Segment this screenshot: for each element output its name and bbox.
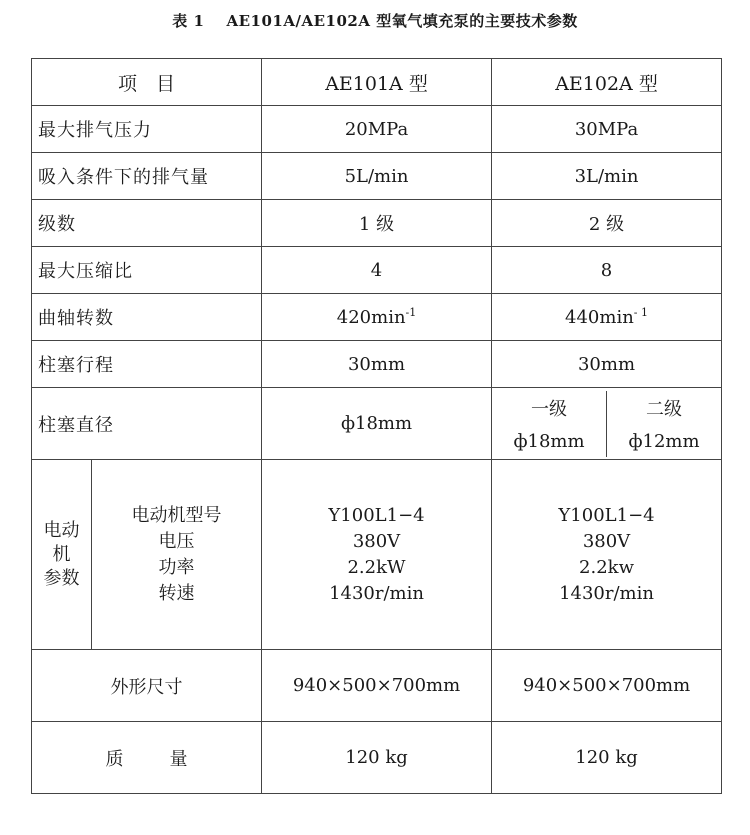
value-exponent: -1: [405, 306, 417, 319]
row-value-ae101a: 4: [262, 247, 492, 294]
row-value-ae101a: 20MPa: [262, 106, 492, 153]
header-item: 项 目: [32, 59, 262, 106]
row-value-ae101a: 120 kg: [262, 722, 492, 794]
row-value-ae102a: 30mm: [492, 341, 722, 388]
table-row: [32, 200, 722, 247]
header-col2: AE102A 型: [492, 59, 722, 106]
motor-value: 2.2kw: [579, 556, 634, 578]
stage-1-label: 一级: [531, 399, 568, 421]
motor-label: 转速: [158, 582, 195, 604]
row-label: 曲轴转数: [32, 294, 262, 341]
row-value-ae102a: 30MPa: [492, 106, 722, 153]
header-row: [32, 59, 722, 106]
row-value-ae102a: 120 kg: [492, 722, 722, 794]
motor-value: 1430r/min: [559, 582, 654, 604]
stage-1-value: ф18mm: [513, 430, 585, 452]
row-value-ae102a: 2 级: [492, 200, 722, 247]
motor-value: Y100L1−4: [558, 504, 655, 526]
row-value-ae101a: 30mm: [262, 341, 492, 388]
motor-param-labels: [92, 460, 262, 650]
caption-number: 表 1: [172, 12, 205, 30]
motor-value: 380V: [352, 530, 401, 552]
table-row: [32, 294, 722, 341]
row-label: 最大排气压力: [32, 106, 262, 153]
row-value-ae101a: 1 级: [262, 200, 492, 247]
row-label: 柱塞直径: [32, 388, 262, 460]
row-label: 最大压缩比: [32, 247, 262, 294]
motor-params-row: [32, 460, 722, 650]
value-exponent: - 1: [633, 306, 649, 319]
row-value-ae102a: 8: [492, 247, 722, 294]
stage-1-cell: [492, 391, 606, 457]
row-value-ae101a: 940×500×700mm: [262, 650, 492, 722]
row-value-ae101a: ф18mm: [262, 388, 492, 460]
motor-label: 电动机型号: [131, 504, 222, 526]
motor-group-char: 电动: [43, 519, 80, 541]
dimensions-row: [32, 650, 722, 722]
stage-2-cell: [606, 391, 721, 457]
caption-title: AE101A/AE102A 型氧气填充泵的主要技术参数: [226, 12, 578, 30]
row-value-ae101a: 5L/min: [262, 153, 492, 200]
stage-2-value: ф12mm: [628, 430, 700, 452]
value-text: 420min: [336, 307, 406, 328]
spec-table: [31, 58, 722, 794]
mass-label: 质量: [105, 748, 234, 770]
motor-group-char: 参数: [43, 567, 80, 589]
motor-group-label: [32, 460, 92, 650]
table-caption: [0, 10, 750, 31]
motor-value: 2.2kW: [347, 556, 406, 578]
row-value-ae102a-stages: [492, 388, 722, 460]
header-col1: AE101A 型: [262, 59, 492, 106]
table-row: [32, 106, 722, 153]
motor-group-char: 机: [52, 543, 71, 565]
row-value-ae102a: 3L/min: [492, 153, 722, 200]
plunger-diameter-row: [32, 388, 722, 460]
motor-value-stack: [492, 503, 721, 607]
motor-value: 1430r/min: [329, 582, 424, 604]
mass-row: [32, 722, 722, 794]
value-text: 440min: [565, 307, 634, 328]
row-label: 级数: [32, 200, 262, 247]
table-row: [32, 247, 722, 294]
stage-split: [492, 391, 721, 457]
motor-value: Y100L1−4: [328, 504, 425, 526]
row-value-ae101a: [262, 294, 492, 341]
motor-values-ae101a: [262, 460, 492, 650]
motor-group-chars: [32, 519, 91, 591]
row-value-ae102a: 940×500×700mm: [492, 650, 722, 722]
row-label: 柱塞行程: [32, 341, 262, 388]
motor-value-stack: [262, 503, 491, 607]
motor-values-ae102a: [492, 460, 722, 650]
row-label: 吸入条件下的排气量: [32, 153, 262, 200]
mass-label-cell: [32, 722, 262, 794]
row-value-ae102a: [492, 294, 722, 341]
motor-label: 功率: [158, 556, 195, 578]
table-row: [32, 153, 722, 200]
motor-value: 380V: [582, 530, 631, 552]
stage-2-label: 二级: [646, 399, 683, 421]
motor-label-stack: [92, 503, 261, 607]
dimensions-label: 外形尺寸: [32, 650, 262, 722]
table-row: [32, 341, 722, 388]
motor-label: 电压: [158, 530, 195, 552]
